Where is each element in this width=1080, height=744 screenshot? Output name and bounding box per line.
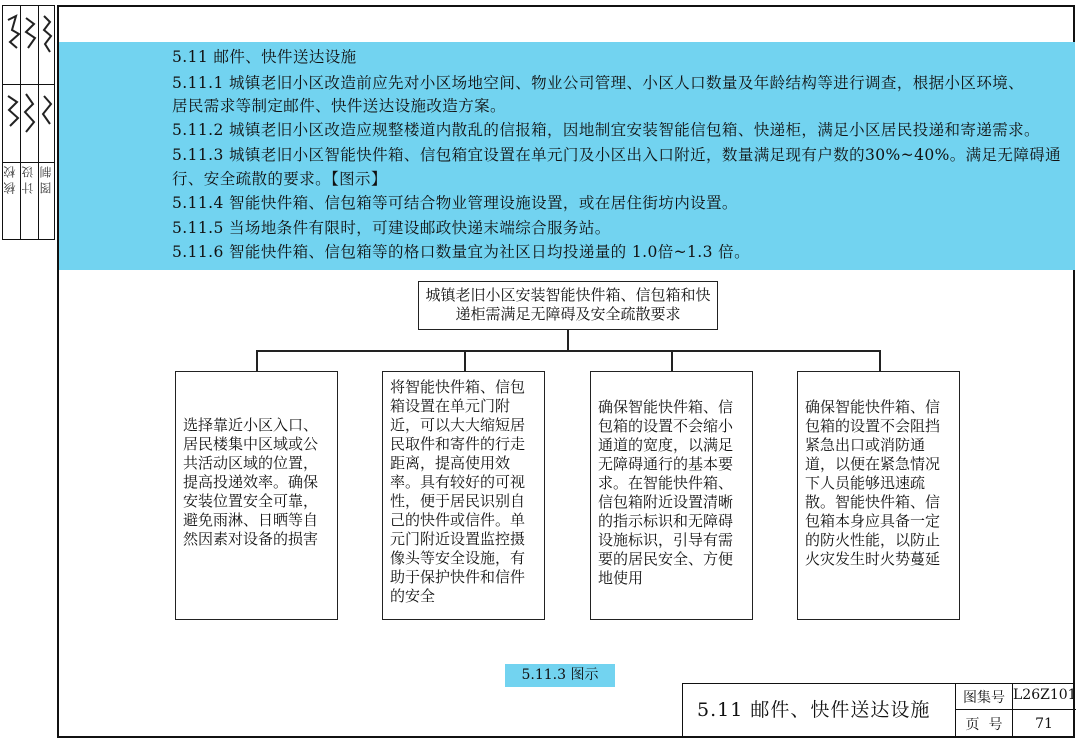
page-number-label: 页 号 <box>965 717 1003 733</box>
connector-root-stem <box>567 330 569 351</box>
title-block-title: 5.11 邮件、快件送达设施 <box>697 699 931 721</box>
title-block <box>682 683 1075 738</box>
connector-horizontal <box>256 350 880 352</box>
clause-5-11-6: 5.11.6 智能快件箱、信包箱等的格口数量宜为社区日均投递量的 1.0倍~1.3 倍。 <box>172 243 750 261</box>
review-sidebar <box>2 5 55 240</box>
diagram-leaf-location: 选择靠近小区入口、居民楼集中区域或公共活动区域的位置，提高投递效率。确保安装位置安全可靠，避免雨淋、日晒等自然因素对设备的损害 <box>175 371 338 620</box>
connector-leaf-4 <box>879 350 881 372</box>
diagram-root-box: 城镇老旧小区安装智能快件箱、信包箱和快递柜需满足无障碍及安全疏散要求 <box>418 281 718 330</box>
clause-text-banner <box>59 42 1075 270</box>
atlas-number-label: 图集号 <box>963 690 1005 706</box>
diagram-leaf-unit-door: 将智能快件箱、信包箱设置在单元门附近，可以大大缩短居民取件和寄件的行走距离，提高使用效率。具有较好的可视性，便于居民识别自己的快件或信件。单元门附近设置监控摄像头等安全设施，有助于保护快件和信件的安全 <box>382 371 545 620</box>
sidebar-label-zhi: 制 <box>39 166 53 178</box>
connector-leaf-3 <box>671 350 673 372</box>
sidebar-label-she: 设 <box>21 166 35 178</box>
atlas-number-value: L26Z101 <box>1013 687 1077 703</box>
connector-leaf-2 <box>464 350 466 372</box>
clause-5-11-1-line-1: 5.11.1 城镇老旧小区改造前应先对小区场地空间、物业公司管理、小区人口数量及年龄结构等进行调查，根据小区环境、 <box>172 74 1025 92</box>
clause-5-11-4: 5.11.4 智能快件箱、信包箱等可结合物业管理设施设置，或在居住街坊内设置。 <box>172 194 738 212</box>
sidebar-label-jiao: 校 <box>3 166 17 178</box>
connector-leaf-1 <box>256 350 258 372</box>
signature-marks-top <box>4 12 56 80</box>
clause-5-11-1-line-2: 居民需求等制定邮件、快件送达设施改造方案。 <box>172 97 506 115</box>
section-heading: 5.11 邮件、快件送达设施 <box>172 48 357 66</box>
diagram-caption: 5.11.3 图示 <box>505 664 615 687</box>
diagram-leaf-evacuation: 确保智能快件箱、信包箱的设置不会阻挡紧急出口或消防通道，以便在紧急情况下人员能够迅速疏散。智能快件箱、信包箱本身应具备一定的防火性能，以防止火灾发生时火势蔓延 <box>797 371 960 620</box>
page-number-value: 71 <box>1035 716 1053 732</box>
clause-5-11-2: 5.11.2 城镇老旧小区改造应规整楼道内散乱的信报箱，因地制宜安装智能信包箱、快递柜，满足小区居民投递和寄递需求。 <box>172 121 1040 139</box>
sidebar-label-tu: 图 <box>39 182 53 194</box>
sidebar-label-he: 核 <box>3 182 17 194</box>
clause-5-11-5: 5.11.5 当场地条件有限时，可建设邮政快递末端综合服务站。 <box>172 219 611 237</box>
sidebar-label-ji: 计 <box>21 182 35 194</box>
clause-5-11-3-line-2: 行、安全疏散的要求。【图示】 <box>172 170 387 188</box>
clause-5-11-3-line-1: 5.11.3 城镇老旧小区智能快件箱、信包箱宜设置在单元门及小区出入口附近，数量满足现有户数的30%~40%。满足无障碍通 <box>172 146 1062 164</box>
signature-marks-bottom <box>4 90 56 156</box>
diagram-leaf-accessibility: 确保智能快件箱、信包箱的设置不会缩小通道的宽度，以满足无障碍通行的基本要求。在智能快件箱、信包箱附近设置清晰的指示标识和无障碍设施标识，引导有需要的居民安全、方便地使用 <box>590 371 753 620</box>
